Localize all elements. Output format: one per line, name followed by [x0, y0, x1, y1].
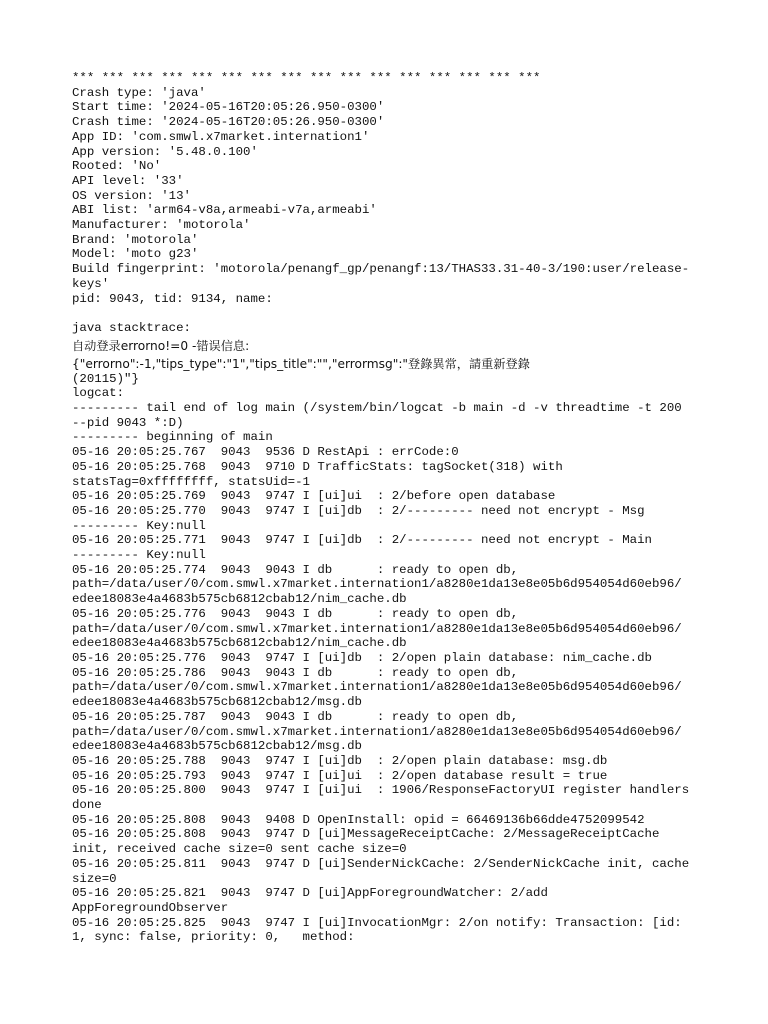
log-line: AppForegroundObserver: [72, 900, 229, 915]
log-line: 05-16 20:05:25.770 9043 9747 I [ui]db : 2/--------- need not encrypt - Msg: [72, 503, 645, 518]
log-line: 05-16 20:05:25.793 9043 9747 I [ui]ui : 2/open database result = true: [72, 768, 608, 783]
log-line: edee18083e4a4683b575cb6812cbab12/nim_cache.db: [72, 636, 407, 651]
log-line: 1, sync: false, priority: 0, method:: [72, 930, 355, 945]
log-line: 05-16 20:05:25.808 9043 9408 D OpenInstall: opid = 66469136b66dde4752099542: [72, 812, 645, 827]
log-line: 05-16 20:05:25.786 9043 9043 I db : ready to open db,: [72, 665, 519, 680]
manufacturer-line: Manufacturer: 'motorola': [72, 218, 251, 233]
error-json-line-cont: (20115)"}: [72, 371, 139, 386]
log-line: 05-16 20:05:25.787 9043 9043 I db : ready to open db,: [72, 709, 519, 724]
log-line: 05-16 20:05:25.788 9043 9747 I [ui]db : 2/open plain database: msg.db: [72, 753, 608, 768]
log-line: edee18083e4a4683b575cb6812cbab12/msg.db: [72, 695, 362, 710]
separator-line: *** *** *** *** *** *** *** *** *** *** *** *** *** *** *** ***: [72, 71, 541, 85]
log-line: --------- Key:null: [72, 518, 206, 533]
log-line: 05-16 20:05:25.811 9043 9747 D [ui]SenderNickCache: 2/SenderNickCache init, cache: [72, 856, 690, 871]
build-fingerprint-line-cont: keys': [72, 276, 110, 291]
log-line: path=/data/user/0/com.smwl.x7market.internation1/a8280e1da13e8e05b6d954054d60eb96/: [72, 680, 682, 695]
app-version-line: App version: '5.48.0.100': [72, 144, 258, 159]
log-line: --------- Key:null: [72, 548, 206, 563]
blank-line: [72, 306, 712, 321]
log-line: path=/data/user/0/com.smwl.x7market.internation1/a8280e1da13e8e05b6d954054d60eb96/: [72, 577, 682, 592]
log-line: 05-16 20:05:25.774 9043 9043 I db : ready to open db,: [72, 562, 519, 577]
log-line: 05-16 20:05:25.800 9043 9747 I [ui]ui : 1906/ResponseFactoryUI register handlers: [72, 783, 690, 798]
log-line: 05-16 20:05:25.768 9043 9710 D TrafficStats: tagSocket(318) with: [72, 459, 563, 474]
stacktrace-header: java stacktrace:: [72, 320, 191, 335]
start-time-line: Start time: '2024-05-16T20:05:26.950-0300': [72, 100, 385, 115]
abi-list-line: ABI list: 'arm64-v8a,armeabi-v7a,armeabi': [72, 203, 377, 218]
crash-log-document: [72, 71, 712, 945]
log-line: 05-16 20:05:25.825 9043 9747 I [ui]InvocationMgr: 2/on notify: Transaction: [id:: [72, 915, 682, 930]
log-line: 05-16 20:05:25.808 9043 9747 D [ui]MessageReceiptCache: 2/MessageReceiptCache: [72, 827, 660, 842]
log-line: 05-16 20:05:25.776 9043 9747 I [ui]db : 2/open plain database: nim_cache.db: [72, 651, 652, 665]
log-line: 05-16 20:05:25.769 9043 9747 I [ui]ui : 2/before open database: [72, 489, 556, 504]
log-line: statsTag=0xffffffff, statsUid=-1: [72, 474, 310, 489]
os-version-line: OS version: '13': [72, 188, 191, 203]
app-id-line: App ID: 'com.smwl.x7market.internation1': [72, 129, 370, 144]
log-line: size=0: [72, 871, 117, 886]
log-line: path=/data/user/0/com.smwl.x7market.internation1/a8280e1da13e8e05b6d954054d60eb96/: [72, 621, 682, 636]
model-line: Model: 'moto g23': [72, 247, 199, 262]
crash-time-line: Crash time: '2024-05-16T20:05:26.950-0300': [72, 115, 385, 130]
log-line: path=/data/user/0/com.smwl.x7market.internation1/a8280e1da13e8e05b6d954054d60eb96/: [72, 724, 682, 739]
crash-type-line: Crash type: 'java': [72, 85, 206, 100]
log-line: --------- beginning of main: [72, 430, 273, 445]
log-line: init, received cache size=0 sent cache size=0: [72, 842, 407, 857]
log-line: --pid 9043 *:D): [72, 415, 184, 430]
brand-line: Brand: 'motorola': [72, 232, 199, 247]
log-line: 05-16 20:05:25.776 9043 9043 I db : ready to open db,: [72, 606, 519, 621]
log-line: done: [72, 798, 102, 813]
logcat-header: logcat:: [72, 386, 125, 401]
log-line: 05-16 20:05:25.821 9043 9747 D [ui]AppForegroundWatcher: 2/add: [72, 886, 548, 901]
api-level-line: API level: '33': [72, 173, 184, 188]
log-line: --------- tail end of log main (/system/bin/logcat -b main -d -v threadtime -t 200: [72, 401, 682, 416]
error-json-line: {"errorno":-1,"tips_type":"1","tips_title":"","errormsg":"登錄異常，請重新登錄: [72, 356, 530, 371]
pid-line: pid: 9043, tid: 9134, name:: [72, 291, 273, 306]
log-line: edee18083e4a4683b575cb6812cbab12/msg.db: [72, 739, 362, 754]
error-message-line: 自动登录errorno!=0 -错误信息:: [72, 338, 250, 353]
build-fingerprint-line: Build fingerprint: 'motorola/penangf_gp/penangf:13/THAS33.31-40-3/190:user/release-: [72, 262, 690, 277]
log-line: 05-16 20:05:25.767 9043 9536 D RestApi : errCode:0: [72, 445, 459, 460]
log-line: edee18083e4a4683b575cb6812cbab12/nim_cache.db: [72, 592, 407, 607]
log-line: 05-16 20:05:25.771 9043 9747 I [ui]db : 2/--------- need not encrypt - Main: [72, 533, 652, 548]
rooted-line: Rooted: 'No': [72, 159, 162, 174]
